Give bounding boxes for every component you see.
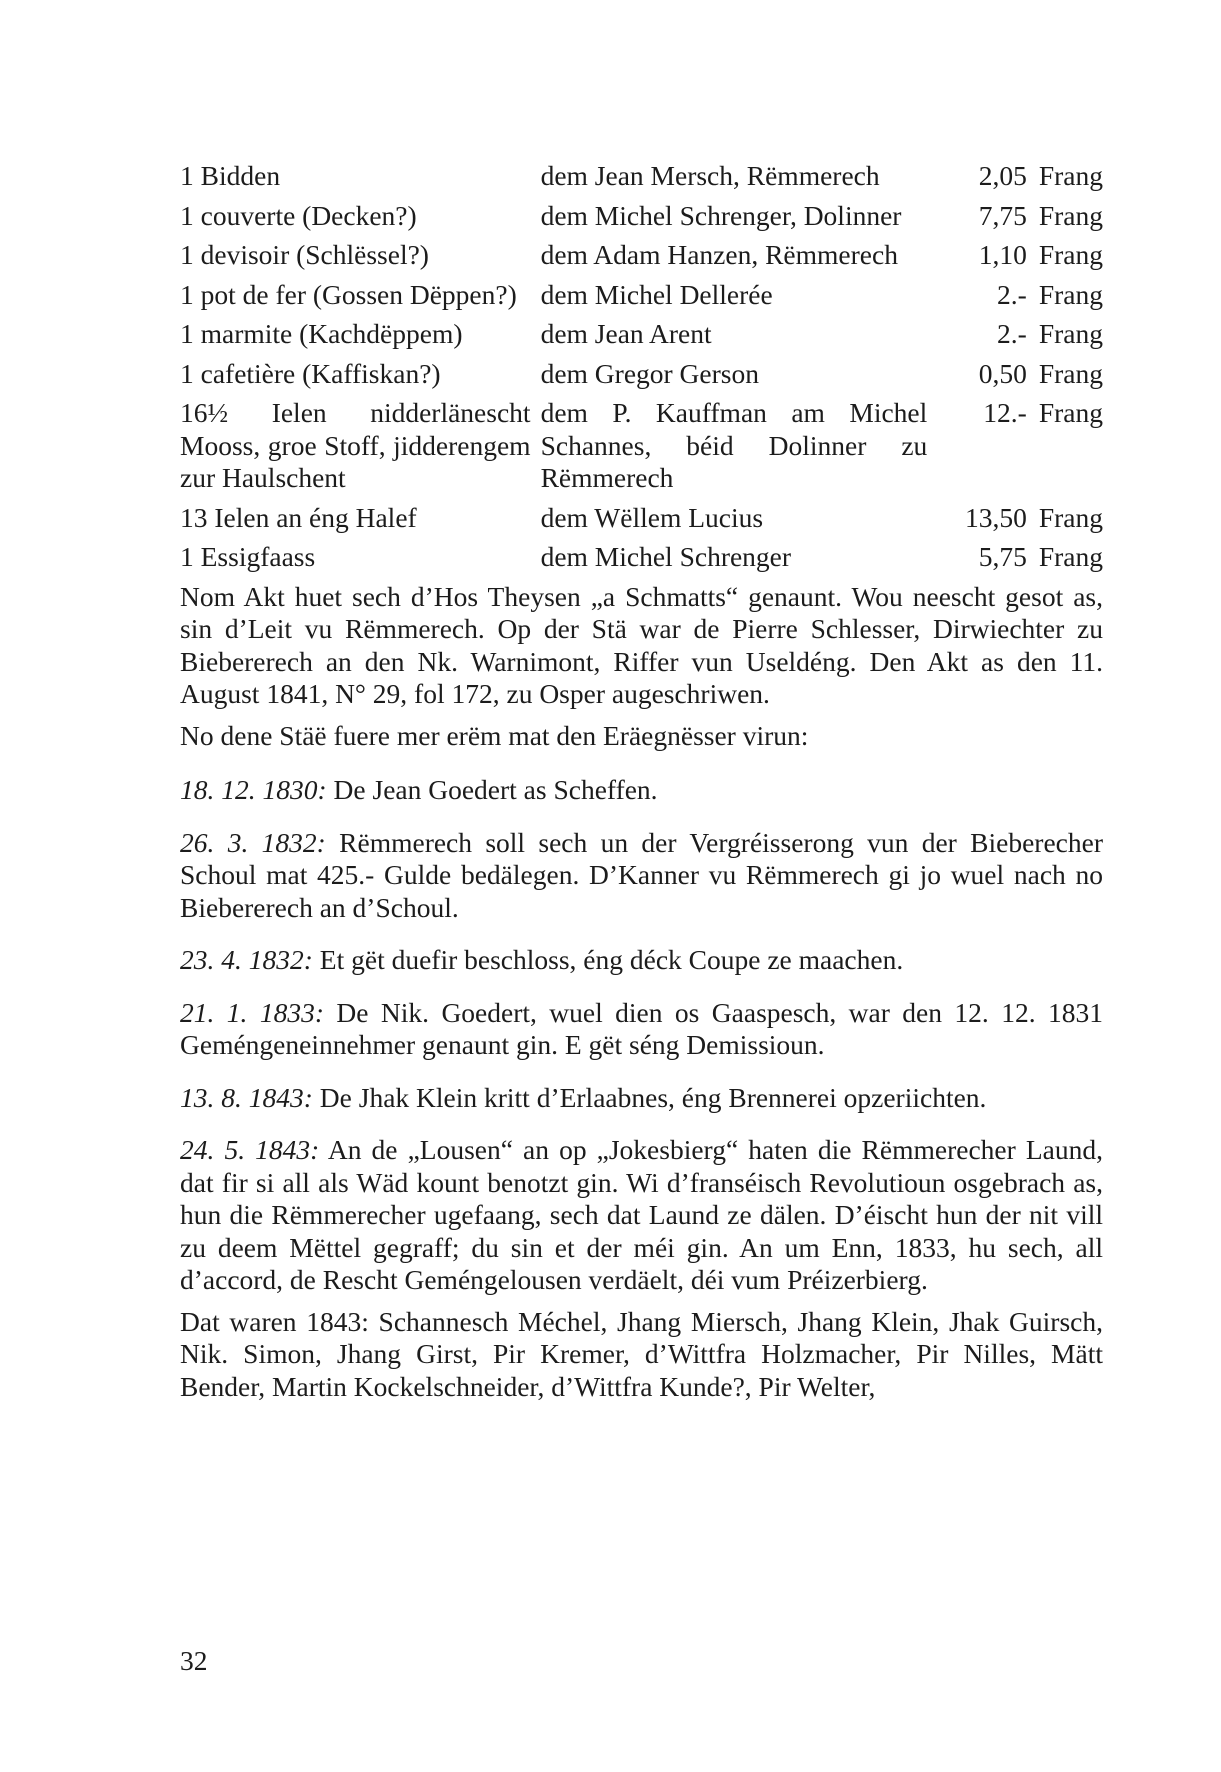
recipient-cell: dem Wëllem Lucius xyxy=(540,501,764,533)
chronicle-entry xyxy=(180,774,1103,807)
amount-cell: 7,75 xyxy=(978,199,1027,231)
entry-date: 23. 4. 1832: xyxy=(180,944,313,975)
entry-text: De Jhak Klein kritt d’Erlaabnes, éng Brennerei opzeriichten. xyxy=(319,1081,987,1113)
item-cell: 1 couverte (Decken?) xyxy=(180,199,417,231)
unit-cell: Frang xyxy=(1038,541,1103,572)
entry-date: 26. 3. 1832: xyxy=(180,826,326,858)
unit-cell: Frang xyxy=(1038,278,1103,310)
page-number: 32 xyxy=(180,1645,208,1676)
table-row xyxy=(180,239,1103,279)
entry-text: De Nik. Goedert, wuel dien os Gaaspesch, war den 12. 12. 1831 Geméngeneinnehmer genaunt gin. E gët séng Demissioun. xyxy=(180,996,1104,1060)
amount-cell: 13,50 xyxy=(964,501,1027,533)
items-table xyxy=(180,160,1103,581)
amount-cell: 2.- xyxy=(997,318,1027,349)
page-content xyxy=(180,160,1103,1403)
unit-cell: Frang xyxy=(1038,357,1103,389)
entry-date: 21. 1. 1833: xyxy=(180,996,324,1028)
chronicle-entry xyxy=(180,1082,1103,1115)
item-cell: 13 Ielen an éng Halef xyxy=(180,501,417,533)
table-row xyxy=(180,200,1103,240)
chronicle-entry xyxy=(180,997,1103,1062)
amount-cell: 1,10 xyxy=(978,239,1027,270)
table-row xyxy=(180,541,1103,581)
unit-cell: Frang xyxy=(1038,501,1103,533)
entry-text: An de „Lousen“ an op „Jokesbierg“ haten die Rëmmerecher Laund, dat fir si all als Wäd kount benotzt gin. Wi d’franséisch Revolutioun osgebrach as, hun die Rëmmerecher ugefaang, sech dat Laund ze dälen. D’éischt hun der nit vill zu deem Mëttel gegraff; du sin et der méi gin. An um Enn, 1833, hu sech, all d’accord, de Rescht Geméngelousen verdäelt, déi vum Préizerbierg. xyxy=(180,1134,1103,1295)
item-cell: 1 devisoir (Schlëssel?) xyxy=(180,239,429,270)
entry-text: Et gët duefir beschloss, éng déck Coupe ze maachen. xyxy=(319,944,904,975)
recipient-cell: dem Adam Hanzen, Rëmmerech xyxy=(540,239,898,270)
entry-date: 18. 12. 1830: xyxy=(180,774,327,805)
chronicle-entry xyxy=(180,944,1103,977)
recipient-cell: dem Michel Schrenger, Dolinner xyxy=(540,199,902,231)
amount-cell: 12.- xyxy=(983,397,1027,428)
amount-cell: 0,50 xyxy=(978,357,1027,389)
unit-cell: Frang xyxy=(1038,160,1103,191)
table-row xyxy=(180,502,1103,542)
item-cell: 1 marmite (Kachdëppem) xyxy=(180,318,463,349)
item-cell: 1 cafetière (Kaffiskan?) xyxy=(180,357,441,389)
table-row xyxy=(180,160,1103,200)
table-row xyxy=(180,318,1103,358)
unit-cell: Frang xyxy=(1038,199,1103,231)
unit-cell: Frang xyxy=(1038,239,1103,270)
amount-cell: 2.- xyxy=(997,278,1027,310)
recipient-cell: dem Michel Schrenger xyxy=(540,541,792,572)
item-cell: 1 Bidden xyxy=(180,160,281,191)
entry-text: De Jean Goedert as Scheffen. xyxy=(333,774,658,805)
table-row xyxy=(180,358,1103,398)
entry-date: 24. 5. 1843: xyxy=(180,1134,320,1165)
recipient-cell: dem Jean Arent xyxy=(540,318,712,349)
item-cell: 16½ Ielen nidderlänescht Mooss, groe Stoff, jidderengem zur Haulschent xyxy=(180,397,531,493)
recipient-cell: dem P. Kauffman am Michel Schannes, béid Dolinner zu Rëmmerech xyxy=(540,397,928,493)
recipient-cell: dem Gregor Gerson xyxy=(540,357,759,389)
unit-cell: Frang xyxy=(1038,397,1103,428)
amount-cell: 2,05 xyxy=(978,160,1027,191)
item-cell: 1 Essigfaass xyxy=(180,541,316,572)
table-row xyxy=(180,279,1103,319)
entry-date: 13. 8. 1843: xyxy=(180,1081,313,1113)
body-paragraph: Nom Akt huet sech d’Hos Theysen „a Schmatts“ genaunt. Wou neescht gesot as, sin d’Leit vu Rëmmerech. Op der Stä war de Pierre Schlesser, Dirwiechter zu Biebererech an den Nk. Warnimont, Riffer vun Useldéng. Den Akt as den 11. August 1841, N° 29, fol 172, zu Osper augeschriwen. xyxy=(180,580,1103,709)
item-cell: 1 pot de fer (Gossen Dëppen?) xyxy=(180,278,517,310)
closing-paragraph: Dat waren 1843: Schannesch Méchel, Jhang Miersch, Jhang Klein, Jhak Guirsch, Nik. Simon, Jhang Girst, Pir Kremer, d’Wittfra Holzmacher, Pir Nilles, Mätt Bender, Martin Kockelschneider, d’Wittfra Kunde?, Pir Welter, xyxy=(180,1305,1103,1402)
chronicle-entry xyxy=(180,827,1103,925)
amount-cell: 5,75 xyxy=(978,541,1027,572)
unit-cell: Frang xyxy=(1038,318,1103,349)
body-paragraph: No dene Stäë fuere mer erëm mat den Eräegnësser virun: xyxy=(180,719,809,751)
recipient-cell: dem Michel Dellerée xyxy=(540,278,773,310)
table-row xyxy=(180,397,1103,502)
recipient-cell: dem Jean Mersch, Rëmmerech xyxy=(540,160,880,191)
chronicle-entry xyxy=(180,1134,1103,1297)
entry-text: Rëmmerech soll sech un der Vergréisserong vun der Bieberecher Schoul mat 425.- Gulde bedälegen. D’Kanner vu Rëmmerech gi jo wuel nach no Biebererech an d’Schoul. xyxy=(180,826,1103,923)
